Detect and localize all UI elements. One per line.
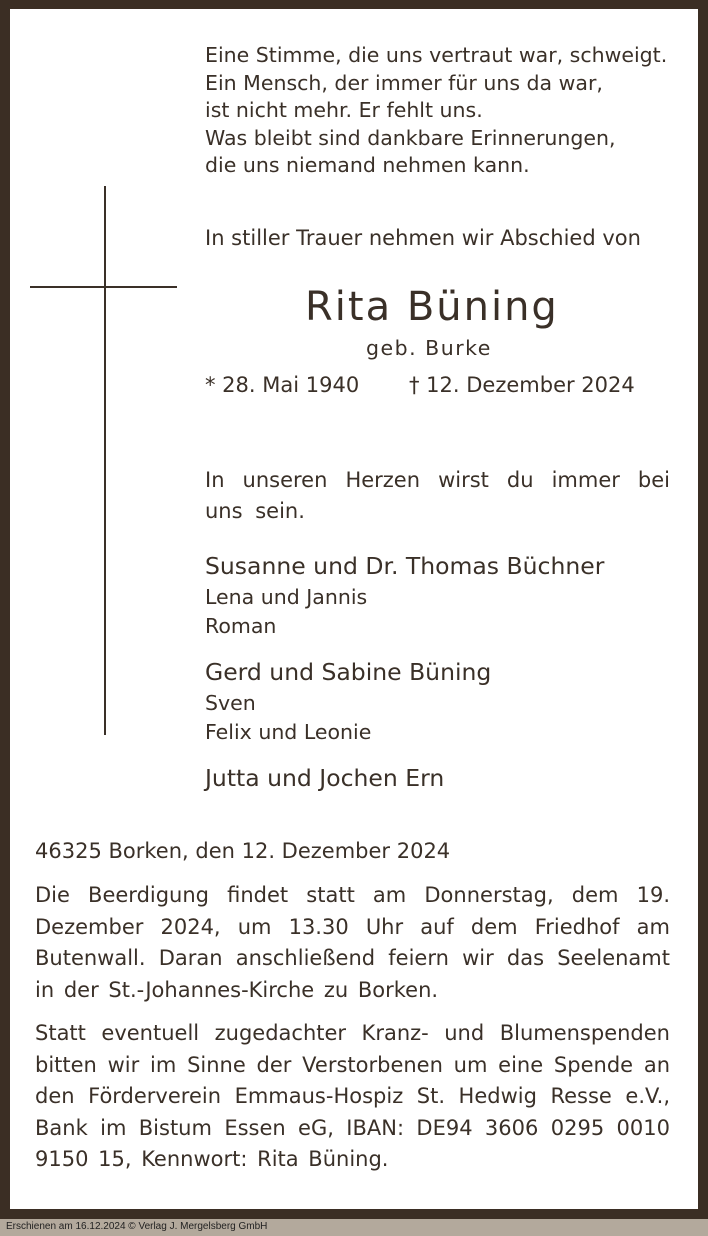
family-sub-1-2: Roman (205, 614, 277, 638)
family-sub-2-1: Sven (205, 691, 256, 715)
family-main-3: Jutta und Jochen Ern (205, 764, 445, 792)
birth-date: * 28. Mai 1940 (205, 373, 360, 397)
obituary-card (10, 9, 698, 1209)
family-sub-1-1: Lena und Jannis (205, 585, 368, 609)
cross-vertical-bar (104, 186, 106, 735)
place-date: 46325 Borken, den 12. Dezember 2024 (35, 839, 451, 863)
family-sub-2-2: Felix und Leonie (205, 720, 372, 744)
birth-name: geb. Burke (366, 336, 492, 360)
cross-horizontal-bar (30, 286, 177, 288)
donation-notice: Statt eventuell zugedachter Kranz- und Blumenspenden bitten wir im Sinne der Verstorbenen um eine Spende an den Förderverein Emmaus-Hospiz St. Hedwig Resse e.V., Bank im Bistum Essen eG, IBAN: DE94 3606 0295 0010 9150 15, Kennwort: Rita Büning. (35, 1021, 670, 1171)
poem: Eine Stimme, die uns vertraut war, schweigt. Ein Mensch, der immer für uns da war, ist nicht mehr. Er fehlt uns. Was bleibt sind dankbare Erinnerungen, die uns niemand nehmen kann. (205, 43, 668, 177)
farewell-intro: In stiller Trauer nehmen wir Abschied von (205, 226, 641, 250)
deceased-name: Rita Büning (305, 284, 559, 330)
publication-footer: Erschienen am 16.12.2024 © Verlag J. Mergelsberg GmbH (6, 1221, 268, 1232)
death-date: † 12. Dezember 2024 (409, 373, 635, 397)
funeral-details: Die Beerdigung findet statt am Donnerstag, dem 19. Dezember 2024, um 13.30 Uhr auf dem Friedhof am Butenwall. Daran anschließend feiern wir das Seelenamt in der St.-Johannes-Kirche zu Borken. (35, 883, 670, 1002)
family-main-2: Gerd und Sabine Büning (205, 658, 492, 686)
family-main-1: Susanne und Dr. Thomas Büchner (205, 552, 605, 580)
memorial-verse: In unseren Herzen wirst du immer bei uns sein. (205, 468, 670, 523)
